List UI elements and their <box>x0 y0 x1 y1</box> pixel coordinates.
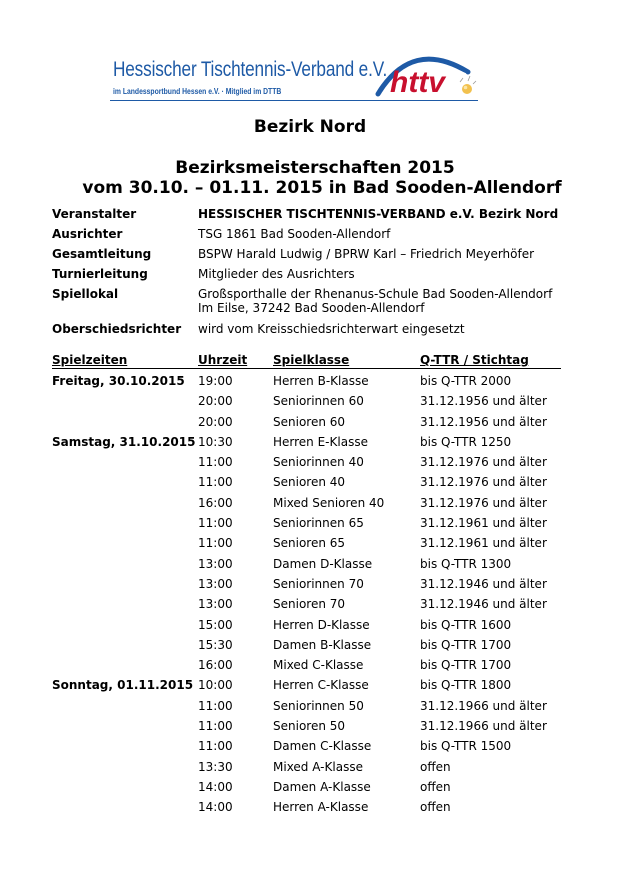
row-requirement: bis Q-TTR 1500 <box>420 739 512 754</box>
row-requirement: bis Q-TTR 2000 <box>420 374 512 388</box>
info-value: TSG 1861 Bad Sooden-Allendorf <box>198 227 391 241</box>
httv-logo-icon <box>372 44 478 100</box>
header-qttr-stichtag: Q-TTR / Stichtag <box>420 353 529 367</box>
info-value: Mitglieder des Ausrichters <box>198 267 355 281</box>
row-time: 15:00 <box>198 617 233 632</box>
row-class: Senioren 65 <box>273 536 346 551</box>
row-class: Seniorinnen 70 <box>273 576 364 591</box>
row-class: Senioren 70 <box>273 597 346 612</box>
row-requirement: offen <box>420 779 451 794</box>
header-uhrzeit: Uhrzeit <box>198 353 248 367</box>
info-label: Oberschiedsrichter <box>52 322 182 336</box>
row-requirement: bis Q-TTR 1700 <box>420 658 512 673</box>
info-value: wird vom Kreisschiedsrichterwart eingesetzt <box>198 322 465 336</box>
row-requirement: bis Q-TTR 1600 <box>420 617 512 632</box>
table-row <box>52 475 561 495</box>
info-value: BSPW Harald Ludwig / BPRW Karl – Friedrich Meyerhöfer <box>198 247 535 261</box>
header-divider <box>110 100 478 101</box>
row-class: Seniorinnen 50 <box>273 698 364 713</box>
row-time: 13:00 <box>198 597 233 612</box>
row-class: Herren D-Klasse <box>273 617 370 632</box>
schedule-table <box>52 353 561 821</box>
row-class: Senioren 50 <box>273 719 346 734</box>
region-title: Bezirk Nord <box>253 117 367 137</box>
table-row <box>52 699 561 719</box>
info-label: Veranstalter <box>52 207 137 221</box>
row-time: 19:00 <box>198 374 233 388</box>
row-class: Mixed C-Klasse <box>273 658 364 673</box>
row-requirement: 31.12.1976 und älter <box>420 455 547 470</box>
table-row <box>52 800 561 820</box>
row-requirement: 31.12.1946 und älter <box>420 597 547 612</box>
row-class: Seniorinnen 40 <box>273 455 364 470</box>
row-requirement: bis Q-TTR 1250 <box>420 434 512 449</box>
info-value: HESSISCHER TISCHTENNIS-VERBAND e.V. Bezirk Nord <box>198 207 559 221</box>
row-requirement: bis Q-TTR 1700 <box>420 637 512 652</box>
table-row <box>52 780 561 800</box>
row-day: Freitag, 30.10.2015 <box>52 374 185 388</box>
row-class: Damen C-Klasse <box>273 739 372 754</box>
org-name: Hessischer Tischtennis-Verband e.V. <box>113 58 388 81</box>
info-label: Gesamtleitung <box>52 247 152 261</box>
row-requirement: 31.12.1961 und älter <box>420 516 547 531</box>
row-requirement: 31.12.1961 und älter <box>420 536 547 551</box>
row-day: Sonntag, 01.11.2015 <box>52 678 194 693</box>
row-time: 13:00 <box>198 556 233 571</box>
row-requirement: 31.12.1966 und älter <box>420 698 547 713</box>
row-class: Damen D-Klasse <box>273 556 373 571</box>
venue-address: Im Eilse, 37242 Bad Sooden-Allendorf <box>198 301 425 315</box>
svg-text:httv: httv <box>390 66 445 99</box>
row-time: 10:00 <box>198 678 233 693</box>
header-spielzeiten: Spielzeiten <box>52 353 128 367</box>
row-class: Seniorinnen 60 <box>273 394 364 409</box>
row-time: 10:30 <box>198 434 233 449</box>
row-time: 11:00 <box>198 536 233 551</box>
row-time: 15:30 <box>198 637 233 652</box>
row-time: 20:00 <box>198 414 233 429</box>
row-class: Herren B-Klasse <box>273 374 369 388</box>
letterhead <box>0 0 620 110</box>
row-time: 11:00 <box>198 455 233 470</box>
row-class: Herren C-Klasse <box>273 678 369 693</box>
header-spielklasse: Spielklasse <box>273 353 350 367</box>
table-row <box>52 394 561 414</box>
row-requirement: 31.12.1966 und älter <box>420 719 547 734</box>
row-class: Damen B-Klasse <box>273 637 372 652</box>
row-time: 11:00 <box>198 719 233 734</box>
row-time: 11:00 <box>198 698 233 713</box>
row-time: 13:00 <box>198 576 233 591</box>
row-requirement: 31.12.1956 und älter <box>420 414 547 429</box>
row-requirement: 31.12.1946 und älter <box>420 576 547 591</box>
row-time: 11:00 <box>198 739 233 754</box>
row-time: 16:00 <box>198 658 233 673</box>
table-row <box>52 658 561 678</box>
table-row <box>52 455 561 475</box>
row-class: Seniorinnen 65 <box>273 516 364 531</box>
org-subtitle: im Landessportbund Hessen e.V. · Mitglied im DTTB <box>113 87 282 96</box>
table-row <box>52 374 561 394</box>
table-row <box>52 557 561 577</box>
row-time: 14:00 <box>198 800 233 815</box>
row-requirement: offen <box>420 759 451 774</box>
row-requirement: offen <box>420 800 451 815</box>
row-time: 13:30 <box>198 759 233 774</box>
row-time: 16:00 <box>198 495 233 510</box>
row-class: Senioren 60 <box>273 414 346 429</box>
table-row <box>52 678 561 698</box>
schedule-rows <box>52 369 561 821</box>
row-time: 11:00 <box>198 475 233 490</box>
table-row <box>52 760 561 780</box>
table-row <box>52 618 561 638</box>
info-value <box>198 287 552 315</box>
schedule-header <box>52 353 561 369</box>
row-class: Senioren 40 <box>273 475 346 490</box>
table-row <box>52 739 561 759</box>
row-class: Mixed Senioren 40 <box>273 495 385 510</box>
table-row <box>52 496 561 516</box>
row-requirement: 31.12.1976 und älter <box>420 495 547 510</box>
row-requirement: 31.12.1956 und älter <box>420 394 547 409</box>
row-requirement: bis Q-TTR 1300 <box>420 556 512 571</box>
info-label: Spiellokal <box>52 287 119 301</box>
table-row <box>52 516 561 536</box>
row-class: Damen A-Klasse <box>273 779 371 794</box>
event-dates-location: vom 30.10. – 01.11. 2015 in Bad Sooden-Allendorf <box>82 178 562 198</box>
row-requirement: bis Q-TTR 1800 <box>420 678 512 693</box>
row-time: 11:00 <box>198 516 233 531</box>
table-row <box>52 577 561 597</box>
table-row <box>52 597 561 617</box>
row-time: 14:00 <box>198 779 233 794</box>
table-row <box>52 719 561 739</box>
row-requirement: 31.12.1976 und älter <box>420 475 547 490</box>
row-class: Herren A-Klasse <box>273 800 369 815</box>
row-day: Samstag, 31.10.2015 <box>52 434 196 449</box>
venue-name: Großsporthalle der Rhenanus-Schule Bad Sooden-Allendorf <box>198 287 553 301</box>
event-title: Bezirksmeisterschaften 2015 <box>175 158 455 178</box>
info-label: Turnierleitung <box>52 267 148 281</box>
row-time: 20:00 <box>198 394 233 409</box>
table-row <box>52 638 561 658</box>
table-row <box>52 536 561 556</box>
info-label: Ausrichter <box>52 227 123 241</box>
row-class: Herren E-Klasse <box>273 434 368 449</box>
table-row <box>52 415 561 435</box>
row-class: Mixed A-Klasse <box>273 759 363 774</box>
table-row <box>52 435 561 455</box>
